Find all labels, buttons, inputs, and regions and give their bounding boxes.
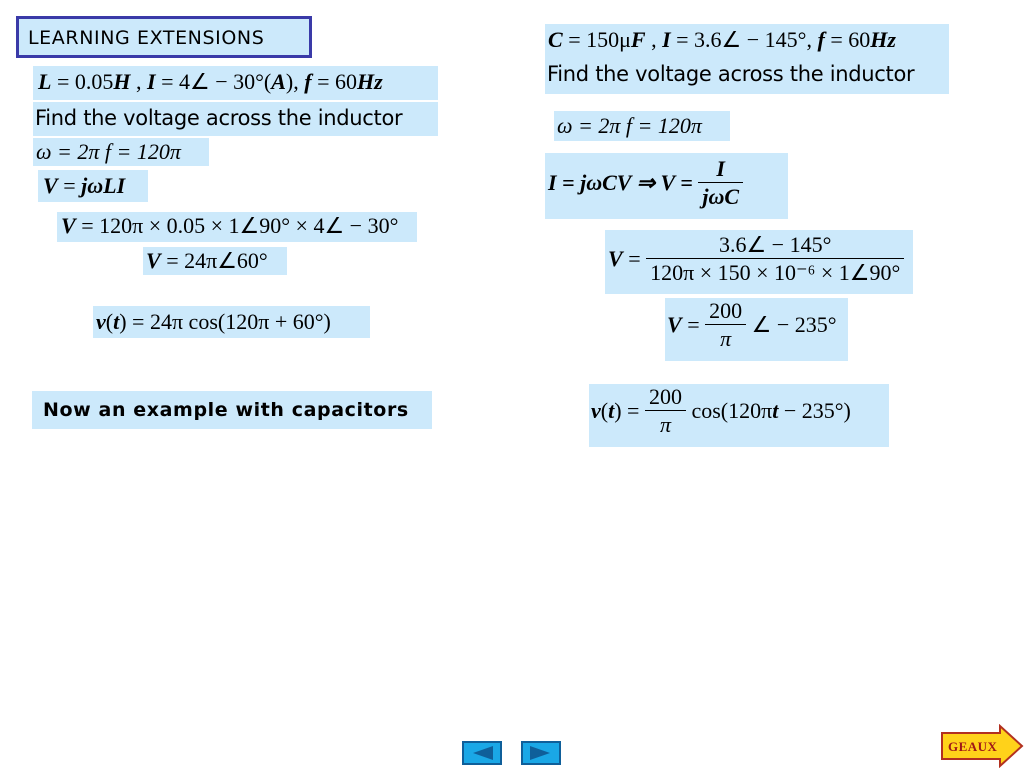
numerator: 200 bbox=[705, 300, 746, 325]
equals: ) = bbox=[614, 398, 645, 423]
numerator: 3.6∠ − 145° bbox=[646, 234, 904, 259]
paren: ( bbox=[600, 398, 609, 423]
right-given-values bbox=[545, 24, 949, 58]
denominator: π bbox=[659, 412, 671, 437]
left-instruction: Find the voltage across the inductor bbox=[33, 102, 438, 136]
phasor-rhs: = 24π∠60° bbox=[160, 248, 268, 273]
given-value: = 150μ bbox=[562, 27, 631, 52]
geaux-label: GEAUX bbox=[948, 739, 998, 754]
slide-title: LEARNING EXTENSIONS bbox=[16, 16, 312, 58]
cos-term: − 235°) bbox=[778, 398, 851, 423]
current-symbol: I bbox=[662, 27, 671, 52]
voltage-symbol: V bbox=[608, 246, 623, 271]
unit-ampere: A bbox=[271, 69, 286, 94]
time-rhs: ) = 24π cos(120π + 60°) bbox=[119, 309, 331, 334]
right-formula bbox=[545, 153, 788, 219]
time-symbol: t bbox=[772, 398, 779, 423]
numerator: I bbox=[698, 158, 743, 183]
voltage-symbol: V bbox=[667, 312, 682, 337]
right-phasor-result bbox=[665, 298, 848, 361]
fraction bbox=[645, 386, 686, 436]
equals: = bbox=[622, 246, 647, 271]
unit-henry: H bbox=[113, 69, 131, 94]
equals: = bbox=[57, 173, 82, 198]
paren: ( bbox=[105, 309, 114, 334]
right-time-domain bbox=[589, 384, 889, 447]
right-substitution bbox=[605, 230, 913, 294]
left-omega: ω = 2π f = 120π bbox=[33, 138, 209, 166]
next-slide-button[interactable] bbox=[521, 741, 561, 765]
separator: ), bbox=[285, 69, 305, 94]
given-value: = 60 bbox=[311, 69, 357, 94]
given-value: = 3.6∠ − 145°, bbox=[670, 27, 818, 52]
time-symbol: t bbox=[608, 398, 615, 423]
formula-lhs: I = jωCV ⇒ V = bbox=[548, 170, 699, 195]
left-triangle-icon bbox=[467, 744, 497, 762]
current-symbol: I bbox=[147, 69, 156, 94]
voltage-symbol: V bbox=[61, 213, 76, 238]
left-formula bbox=[38, 170, 148, 202]
unit-farad: F bbox=[630, 27, 646, 52]
denominator: π bbox=[720, 326, 732, 351]
frequency-symbol: f bbox=[304, 69, 312, 94]
time-symbol: t bbox=[113, 309, 120, 334]
formula-rhs: jωLI bbox=[81, 173, 126, 198]
substitution-rhs: = 120π × 0.05 × 1∠90° × 4∠ − 30° bbox=[75, 213, 399, 238]
voltage-symbol: v bbox=[96, 309, 106, 334]
left-time-domain bbox=[93, 306, 370, 338]
section-banner: Now an example with capacitors bbox=[32, 391, 432, 429]
fraction bbox=[646, 234, 904, 284]
right-instruction: Find the voltage across the inductor bbox=[545, 58, 949, 94]
unit-hertz: Hz bbox=[870, 27, 896, 52]
inductance-symbol: L bbox=[38, 69, 52, 94]
voltage-symbol: v bbox=[591, 398, 601, 423]
right-omega: ω = 2π f = 120π bbox=[554, 111, 730, 141]
left-phasor-result bbox=[143, 247, 287, 275]
voltage-symbol: V bbox=[43, 173, 58, 198]
numerator: 200 bbox=[645, 386, 686, 411]
fraction bbox=[705, 300, 746, 350]
separator: , bbox=[645, 27, 663, 52]
unit-hertz: Hz bbox=[357, 69, 383, 94]
separator: , bbox=[130, 69, 147, 94]
left-given-values bbox=[33, 66, 438, 100]
angle: ∠ − 235° bbox=[746, 312, 837, 337]
fraction bbox=[698, 158, 743, 208]
given-value: = 60 bbox=[824, 27, 871, 52]
given-value: = 4∠ − 30°( bbox=[155, 69, 272, 94]
previous-slide-button[interactable] bbox=[462, 741, 502, 765]
left-substitution bbox=[57, 212, 417, 242]
given-value: = 0.05 bbox=[51, 69, 114, 94]
denominator: 120π × 150 × 10⁻⁶ × 1∠90° bbox=[650, 260, 901, 285]
frequency-symbol: f bbox=[817, 27, 825, 52]
geaux-button[interactable] bbox=[940, 724, 1024, 768]
capacitance-symbol: C bbox=[548, 27, 563, 52]
cos-term: cos(120π bbox=[685, 398, 773, 423]
right-triangle-icon bbox=[526, 744, 556, 762]
denominator: jωC bbox=[702, 184, 740, 209]
equals: = bbox=[681, 312, 706, 337]
voltage-symbol: V bbox=[146, 248, 161, 273]
